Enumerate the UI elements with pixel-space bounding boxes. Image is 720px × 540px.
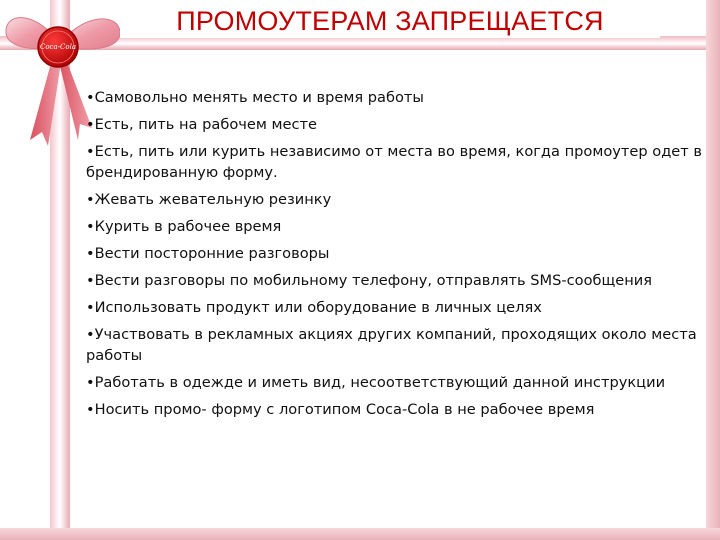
list-item <box>86 298 712 319</box>
bullet-icon: • <box>86 244 95 262</box>
list-item <box>86 142 712 183</box>
rule-text: Есть, пить или курить независимо от места во время, когда промоутер одет в брендированную форму. <box>86 143 703 181</box>
bullet-icon: • <box>86 116 95 134</box>
rule-text: Жевать жевательную резинку <box>94 190 332 208</box>
rule-text: Есть, пить на рабочем месте <box>94 116 318 134</box>
rule-text: Использовать продукт или оборудование в личных целях <box>94 299 542 317</box>
bullet-icon: • <box>86 326 95 344</box>
bullet-icon: • <box>86 299 95 317</box>
bullet-icon: • <box>86 400 95 418</box>
list-item <box>86 244 712 265</box>
page-title: ПРОМОУТЕРАМ ЗАПРЕЩАЕТСЯ <box>120 4 660 38</box>
list-item <box>86 271 712 292</box>
rule-text: Участвовать в рекламных акциях других компаний, проходящих около места работы <box>86 326 697 364</box>
rule-text: Вести разговоры по мобильному телефону, отправлять SMS-сообщения <box>94 272 653 290</box>
rule-text: Работать в одежде и иметь вид, несоответствующий данной инструкции <box>94 373 666 391</box>
list-item <box>86 400 712 421</box>
list-item <box>86 373 712 394</box>
list-item <box>86 88 712 109</box>
bullet-icon: • <box>86 89 95 106</box>
rules-list <box>86 88 712 427</box>
rule-text: Вести посторонние разговоры <box>94 244 330 262</box>
rule-text: Курить в рабочее время <box>94 217 282 235</box>
coca-cola-logo: Coca-Cola <box>39 43 76 51</box>
rule-text: Носить промо- форму с логотипом Coca-Cola в не рабочее время <box>94 400 595 418</box>
list-item <box>86 325 712 366</box>
bullet-icon: • <box>86 217 95 235</box>
bullet-icon: • <box>86 272 95 290</box>
bullet-icon: • <box>86 190 95 208</box>
list-item <box>86 217 712 238</box>
list-item <box>86 115 712 136</box>
bullet-icon: • <box>86 373 95 391</box>
bottom-frame-ribbon <box>0 528 720 540</box>
bullet-icon: • <box>86 143 95 161</box>
list-item <box>86 190 712 211</box>
rule-text: Самовольно менять место и время работы <box>94 89 424 106</box>
